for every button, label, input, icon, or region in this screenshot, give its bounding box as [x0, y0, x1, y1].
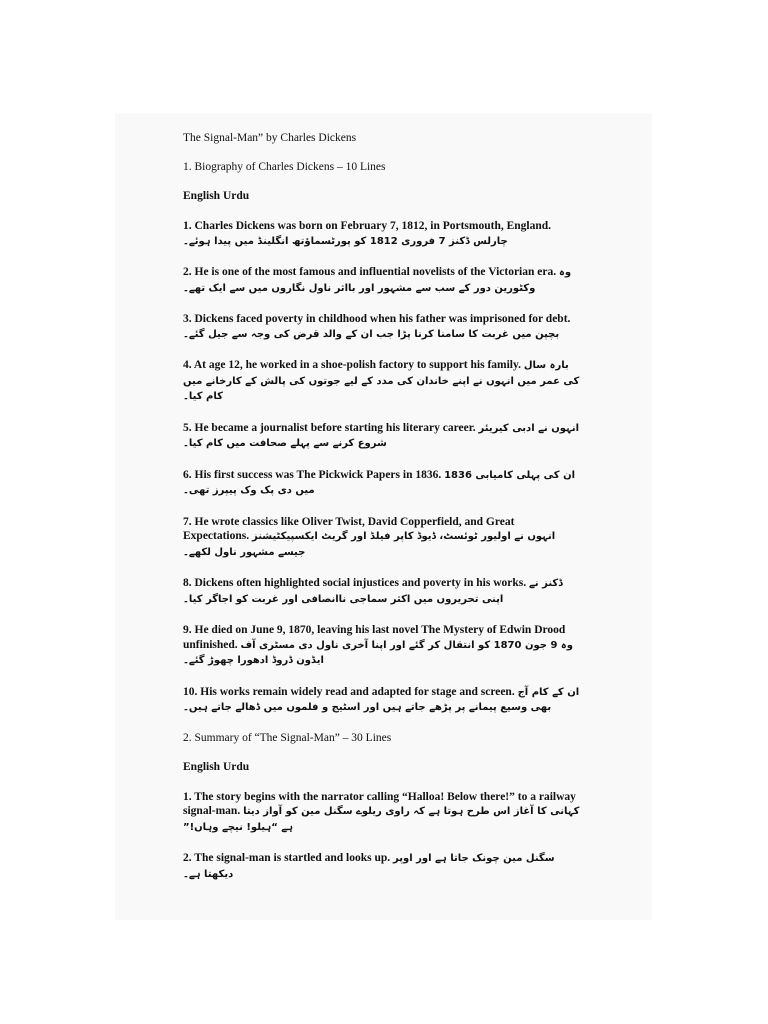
- english-text: 3. Dickens faced poverty in childhood when his father was imprisoned for debt.: [183, 313, 571, 325]
- list-item: [183, 515, 583, 561]
- list-item: [183, 623, 583, 669]
- english-text: 6. His first success was The Pickwick Papers in 1836.: [183, 468, 442, 481]
- english-text: 5. He became a journalist before starting his literary career.: [183, 421, 476, 434]
- urdu-text: وہ وکٹورین دور کے سب سے مشہور اور بااثر ناول نگاروں میں سے ایک تھے۔: [183, 267, 572, 294]
- english-text: 2. He is one of the most famous and influential novelists of the Victorian era.: [183, 266, 557, 278]
- english-text: 7. He wrote classics like Oliver Twist, David Copperfield, and Great Expectations.: [183, 515, 515, 542]
- document-content: [183, 132, 583, 898]
- english-text: 4. At age 12, he worked in a shoe-polish factory to support his family.: [183, 359, 521, 371]
- english-text: 8. Dickens often highlighted social injustices and poverty in his works.: [183, 577, 527, 589]
- urdu-text: بچپن میں غربت کا سامنا کرنا پڑا جب ان کے والد قرض کی وجہ سے جیل گئے۔: [183, 328, 560, 340]
- urdu-text: ڈکنز نے اپنی تحریروں میں اکثر سماجی ناانصافی اور غربت کو اجاگر کیا۔: [183, 578, 563, 605]
- english-text: 1. The story begins with the narrator calling “Halloa! Below there!” to a railway signal-man.: [183, 790, 576, 817]
- language-labels: English Urdu: [183, 190, 250, 202]
- list-item: [183, 312, 583, 342]
- english-text: 10. His works remain widely read and adapted for stage and screen.: [183, 685, 515, 698]
- urdu-text: انہوں نے اولیور ٹوئسٹ، ڈیوڈ کاپر فیلڈ اور گریٹ ایکسپیکٹیشنز جیسے مشہور ناول لکھے۔: [183, 531, 556, 558]
- section-heading: 2. Summary of “The Signal-Man” – 30 Lines: [183, 731, 392, 744]
- english-text: 9. He died on June 9, 1870, leaving his last novel The Mystery of Edwin Drood unfinished.: [183, 624, 566, 651]
- english-text: 2. The signal-man is startled and looks up.: [183, 852, 391, 864]
- urdu-text: ان کے کام آج بھی وسیع پیمانے پر پڑھے جاتے ہیں اور اسٹیج و فلموں میں ڈھالے جاتے ہیں۔: [183, 686, 580, 713]
- language-labels: English Urdu: [183, 760, 250, 773]
- urdu-text: ان کی پہلی کامیابی 1836 میں دی پک وک پیپرز تھی۔: [183, 469, 576, 496]
- list-item: [183, 685, 583, 716]
- list-item: [183, 576, 583, 607]
- list-item: [183, 421, 583, 452]
- urdu-text: بارہ سال کی عمر میں انہوں نے اپنے خاندان کی مدد کے لیے جوتوں کی پالش کے کارخانے میں کام کیا۔: [183, 360, 580, 402]
- list-item: [183, 468, 583, 499]
- urdu-text: وہ 9 جون 1870 کو انتقال کر گئے اور اپنا آخری ناول دی مسٹری آف ایڈون ڈروڈ ادھورا چھوڑ گئے۔: [183, 639, 573, 666]
- urdu-text: سگنل مین چونک جاتا ہے اور اوپر دیکھتا ہے۔: [183, 853, 555, 880]
- urdu-text: کہانی کا آغاز اس طرح ہوتا ہے کہ راوی ریلوے سگنل مین کو آواز دیتا ہے “ہیلو! نیچے وہاں!”: [183, 806, 580, 833]
- list-item: [183, 265, 583, 296]
- list-item: [183, 219, 583, 249]
- urdu-text: چارلس ڈکنز 7 فروری 1812 کو پورٹسماؤتھ انگلینڈ میں پیدا ہوئے۔: [183, 235, 508, 247]
- list-item: [183, 790, 583, 836]
- list-item: [183, 851, 583, 882]
- section-heading: 1. Biography of Charles Dickens – 10 Lines: [183, 161, 386, 173]
- english-text: 1. Charles Dickens was born on February 7, 1812, in Portsmouth, England.: [183, 220, 552, 232]
- page-title: The Signal-Man” by Charles Dickens: [183, 132, 357, 144]
- list-item: [183, 358, 583, 405]
- urdu-text: انہوں نے ادبی کیریئر شروع کرنے سے پہلے صحافت میں کام کیا۔: [183, 422, 580, 449]
